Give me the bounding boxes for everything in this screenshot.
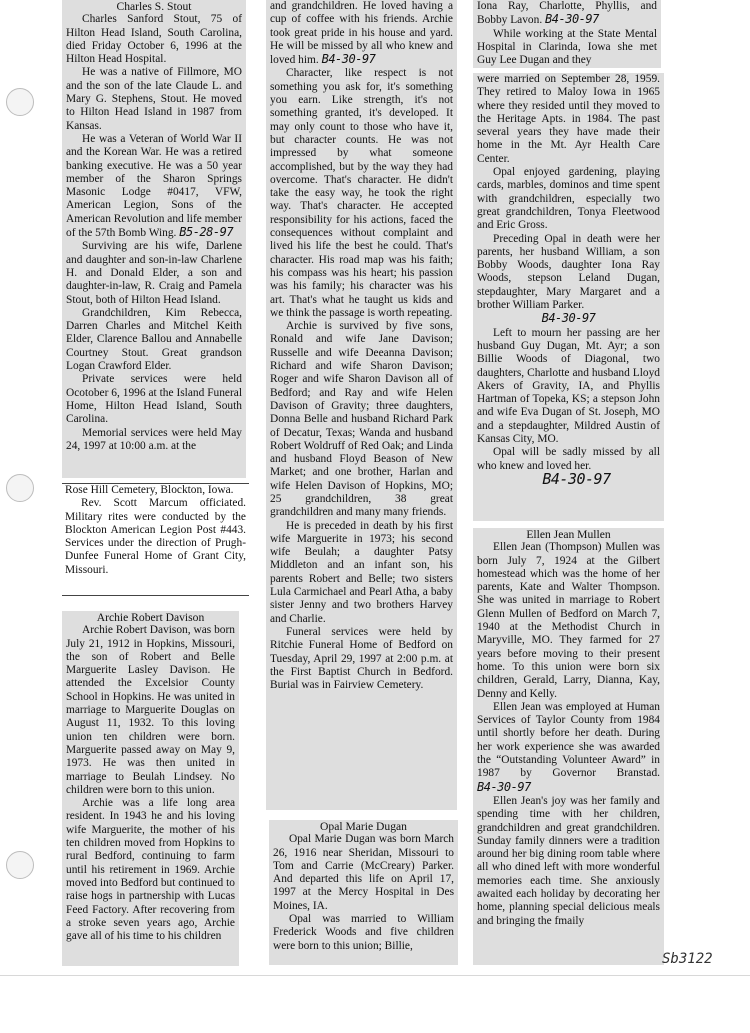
paragraph: He is preceded in death by his first wife Marguerite in 1973; his second wife Beulah; a daughter Patsy Middleton and an infant son, his parents Robert and Belle; two sisters Lula Carmichael and Pearl Atha, a baby sister Jenny and two brothers Harvey and Charlie. — [270, 519, 453, 625]
binder-hole — [6, 474, 34, 502]
paragraph: Memorial services were held May 24, 1997 at 10:00 a.m. at the — [66, 426, 242, 452]
paragraph: Grandchildren, Kim Rebecca, Darren Charles and Mitchel Keith Elder, Clarence Ballou and Annabelle Courtney Stout. Great grandson Logan Crawford Elder. — [66, 306, 242, 373]
paragraph: Private services were held Ocotober 6, 1996 at the Island Funeral Home, Hilton Head Island, South Carolina. — [66, 373, 242, 426]
paragraph: Preceding Opal in death were her parents, her husband William, a son Bobby Woods, daughter Iona Ray Woods, stepson Leland Dugan, stepdaughter, Mary Margaret and a brother William Parker. — [477, 232, 660, 312]
handwritten-date: B5-28-97 — [179, 225, 234, 240]
paragraph: Archie is survived by five sons, Ronald and wife Jane Davison; Russelle and wife Deeanna Davison; Richard and wife Sharon Davison; Roger and wife Sharon Davison all of Bedford; and Ray and wife Helen Davison of Gravity; three daughters, Donna Belle and husband Richard Park of Decatur, Texas; Wanda and husband Robert Woldruff of Red Oak; and Linda and husband Floyd Beason of New Market; and one brother, Harlan and wife Helen Davison of Hopkins, MO; 25 grandchildren, 38 great grandchildren and many many friends. — [270, 320, 453, 519]
handwritten-date: B4-30-97 — [542, 469, 611, 488]
handwritten-date: B4-30-97 — [321, 52, 376, 67]
paragraph: Ellen Jean (Thompson) Mullen was born July 7, 1924 at the Gilbert homestead which was the home of her parents, Kate and Walter Thompson. She was united in marriage to Robert Glenn Mullen of Bedford on March 7, 1940 at the Methodist Church in Maryville, MO. They farmed for 27 years before moving to their present home. To this union were born six children, Gerald, Larry, Dianna, Kay, Denny and Kelly. — [477, 541, 660, 700]
handwritten-date: B4-30-97 — [477, 779, 531, 794]
paragraph: Funeral services were held by Ritchie Funeral Home of Bedford on Tuesday, April 29, 1997 at 2:00 p.m. at the First Baptist Church in Bedford. Burial was in Fairview Cemetery. — [270, 625, 453, 692]
handwritten-date: B4-30-97 — [541, 311, 596, 326]
obituary-clipping-stout — [62, 0, 246, 478]
binder-hole — [6, 88, 34, 116]
obituary-title: Opal Marie Dugan — [320, 820, 407, 833]
paragraph-text: Ellen Jean was employed at Human Services of Taylor County from 1984 until shortly before her death. During her work experience she was awarded the “Outstanding Volunteer Award” in 1987 by Governor Branstad. — [477, 700, 660, 780]
paragraph-text: Iona Ray, Charlotte, Phyllis, and Bobby Lavon. — [477, 0, 657, 27]
paragraph: Left to mourn her passing are her husband Guy Dugan, Mt. Ayr; a son Billie Woods of Diagonal, two daughters, Charlotte and husband Lloyd Akers of Gravity, IA, and Phyllis Hartman of Topeka, KS; a stepson John and wife Eva Dugan of St. Joseph, MO and a stepdaughter, Mildred Austin of Kansas City, MO. — [477, 326, 660, 446]
paragraph: Opal will be sadly missed by all who knew and loved her. — [477, 446, 660, 472]
obituary-clipping-davison-continued — [266, 0, 457, 810]
paragraph: Surviving are his wife, Darlene and daughter and son-in-law Charlene H. and Donald Elder, a son and daughter-in-law, R. Craig and Pamela Stout, both of Hilton Head Island. — [66, 240, 242, 306]
paragraph-text: and grandchildren. He loved having a cup of coffee with his friends. Archie took great pride in his house and yard. He will be missed by all who knew and loved him. — [270, 0, 453, 67]
paragraph: Opal enjoyed gardening, playing cards, marbles, dominos and time spent with grandchildren, especially two great grandchildren, Tonya Fleetwood and Eric Gross. — [477, 166, 660, 232]
paragraph: Opal Marie Dugan was born March 26, 1916 near Sheridan, Missouri to Tom and Carrie (McCreary) Parker. And departed this life on April 17, 1997 at the Mercy Hospital in Des Moines, IA. — [273, 833, 454, 912]
handwritten-date: B4-30-97 — [545, 12, 599, 27]
page-reference-number: Sb3122 — [662, 951, 713, 967]
paragraph: Charles Sanford Stout, 75 of Hilton Head Island, South Carolina, died Friday October 6, 1996 at the Hilton Head Hospital. — [66, 13, 242, 66]
paragraph: Archie Robert Davison, was born July 21, 1912 in Hopkins, Missouri, the son of Robert and Belle Marguerite Lasley Davison. He attended the Excelsior County School in Hopkins. He was united in marriage to Marguerite Douglas on August 11, 1932. To this loving union ten children were born. Marguerite passed away on May 9, 1973. He was then united in marriage to Beulah Lindsey. No children were born to this union. — [66, 624, 235, 796]
paragraph: While working at the State Mental Hospital in Clarinda, Iowa she met Guy Lee Dugan and they — [477, 27, 657, 67]
paragraph: Opal was married to William Frederick Woods and five children were born to this union; Billie, — [273, 913, 454, 952]
paragraph — [66, 133, 242, 240]
obituary-title: Archie Robert Davison — [96, 611, 205, 624]
paragraph — [477, 0, 657, 28]
obituary-title: Charles S. Stout — [116, 0, 192, 13]
obituary-clipping-dugan-continued — [473, 0, 661, 68]
paragraph: were married on September 28, 1959. They retired to Maloy Iowa in 1965 where they resided until they moved to the Heritage Apts. in 1984. The past several years they have made their home in the Mt. Ayr Health Care Center. — [477, 73, 660, 165]
obituary-clipping-dugan-continued-2 — [473, 73, 664, 521]
paragraph: Rose Hill Cemetery, Blockton, Iowa. — [65, 484, 234, 496]
paragraph: Character, like respect is not something you ask for, it's something you earn. Like strength, it's not something granted, it's developed. It may only count to those who have it, but character counts. He was not impressed by what someone accomplished, but by the way they had overcome. That's character. He didn't take the easy way, he took the right way. That's character. He accepted responsibility for his actions, faced the consequences without complaint and lived his life the best he could. That's character. His road map was his faith; his compass was his heart; his passion was his family; his character was his art. That's what he taught us kids and we think the passage is worth repeating. — [270, 67, 453, 319]
obituary-clipping-davison — [62, 611, 239, 966]
binder-hole — [6, 851, 34, 879]
paragraph: Archie was a life long area resident. In 1943 he and his loving wife Marguerite, the mother of his ten children moved from Hopkins to rural Bedford, continuing to farm until his retirement in 1969. Archie moved into Bedford but continued to raise hogs in partnership with Lucas Feed Factory. After recovering from a stroke seven years ago, Archie gave all of his time to his children — [66, 797, 235, 943]
obituary-clipping-dugan — [269, 820, 458, 965]
paragraph: Rev. Scott Marcum officiated. Military rites were conducted by the Blockton American Legion Post #443. Services under the direction of Prugh-Dunfee Funeral Home of Grant City, Missouri. — [65, 497, 246, 576]
paragraph — [477, 701, 660, 795]
paragraph: Ellen Jean's joy was her family and spending time with her children, grandchildren and great grandchildren. Sunday family dinners were a tradition around her big dining room table where all who dined left with more wonderful memories each time. She anxiously awaited each holiday by decorating her home, planning special delicious meals and bringing the fmaily — [477, 794, 660, 927]
obituary-clipping-mullen — [473, 528, 664, 965]
paragraph — [270, 0, 453, 67]
obituary-title: Ellen Jean Mullen — [526, 528, 611, 541]
obituary-continuation-strip — [62, 483, 249, 596]
paragraph: He was a native of Fillmore, MO and the son of the late Claude L. and Mary G. Stephens, Stout. He moved to Hilton Head Island in 1987 from Kansas. — [66, 66, 242, 132]
paragraph-text: He was a Veteran of World War II and the Korean War. He was a retired banking executive. He was a 50 year member of the Sharon Springs Masonic Lodge #0417, VFW, American Legion, Sons of the American Revolution and life member of the 57th Bomb Wing. — [66, 132, 242, 240]
